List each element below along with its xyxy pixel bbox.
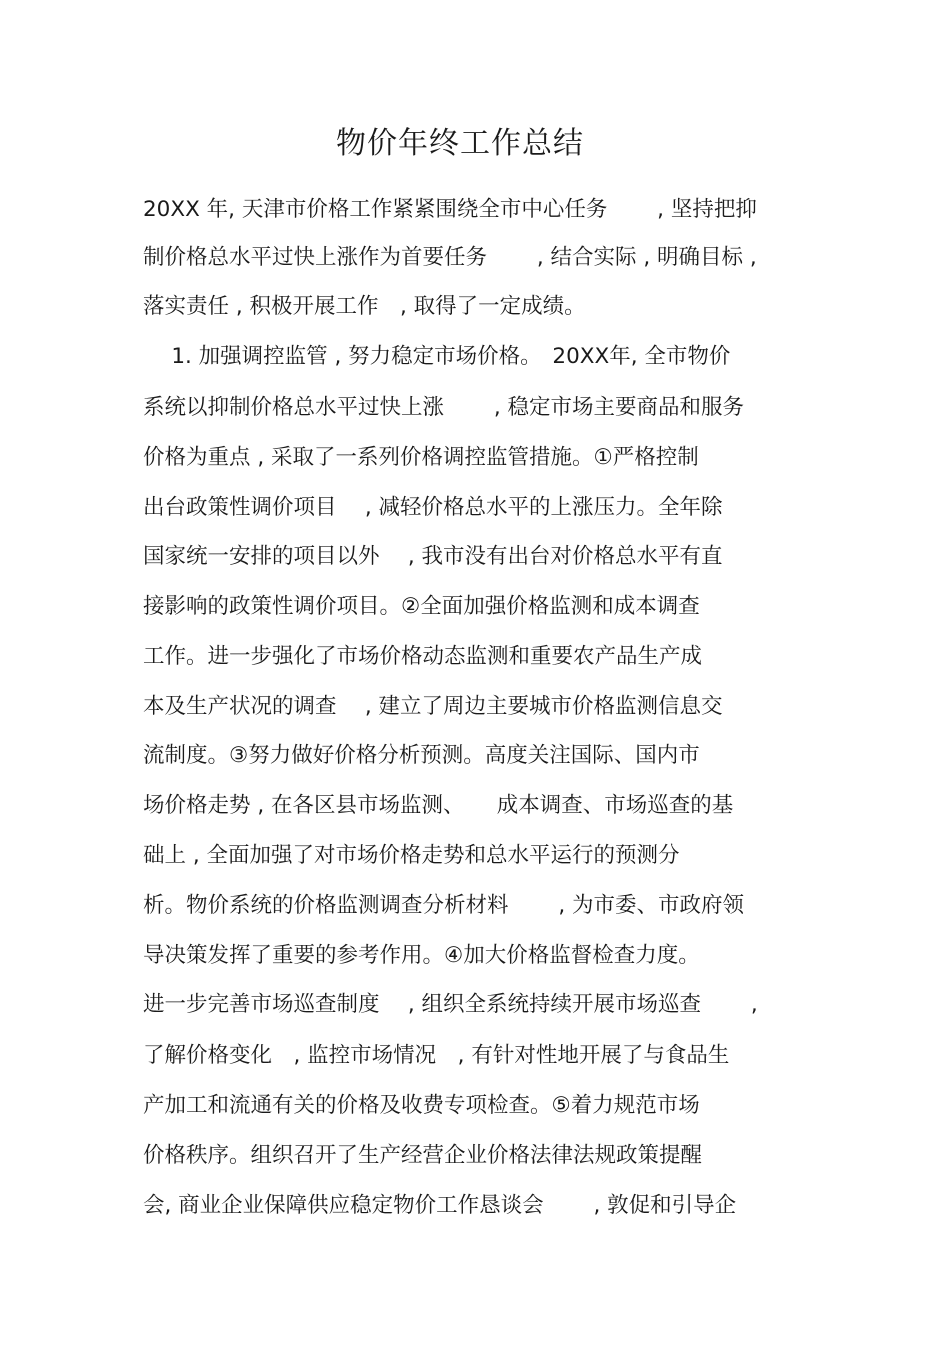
paragraph-line: 会, 商业企业保障供应稳定物价工作恳谈会 , 敦促和引导企 (143, 1193, 737, 1218)
paragraph-line: 了解价格变化 , 监控市场情况 , 有针对性地开展了与食品生 (143, 1043, 730, 1068)
paragraph-line: 导决策发挥了重要的参考作用。④加大价格监督检查力度。 (143, 943, 700, 968)
paragraph-line: 进一步完善市场巡查制度 , 组织全系统持续开展市场巡查 , (143, 992, 758, 1017)
paragraph-line: 础上 , 全面加强了对市场价格走势和总水平运行的预测分 (143, 843, 680, 868)
paragraph-line: 制价格总水平过快上涨作为首要任务 , 结合实际 , 明确目标 , (143, 245, 757, 270)
paragraph-line: 价格为重点 , 采取了一系列价格调控监管措施。①严格控制 (143, 445, 699, 470)
paragraph-line: 出台政策性调价项目 , 减轻价格总水平的上涨压力。全年除 (143, 495, 723, 520)
document-title: 物价年终工作总结 (336, 126, 584, 161)
paragraph-line: 接影响的政策性调价项目。②全面加强价格监测和成本调查 (143, 594, 700, 619)
paragraph-line: 产加工和流通有关的价格及收费专项检查。⑤着力规范市场 (143, 1093, 700, 1118)
paragraph-line: 落实责任 , 积极开展工作 , 取得了一定成绩。 (143, 294, 586, 319)
paragraph-line: 本及生产状况的调查 , 建立了周边主要城市价格监测信息交 (143, 694, 723, 719)
paragraph-line: 1. 加强调控监管 , 努力稳定市场价格。 20XX年, 全市物价 (143, 344, 731, 369)
paragraph-line: 场价格走势 , 在各区县市场监测、 成本调查、市场巡查的基 (143, 793, 734, 818)
paragraph-line: 析。物价系统的价格监测调查分析材料 , 为市委、市政府领 (143, 893, 745, 918)
paragraph-line: 工作。进一步强化了市场价格动态监测和重要农产品生产成 (143, 644, 703, 669)
paragraph-line: 价格秩序。组织召开了生产经营企业价格法律法规政策提醒 (143, 1143, 703, 1168)
paragraph-line: 流制度。③努力做好价格分析预测。高度关注国际、国内市 (143, 743, 700, 768)
paragraph-line: 系统以抑制价格总水平过快上涨 , 稳定市场主要商品和服务 (143, 395, 745, 420)
paragraph-line: 20XX 年, 天津市价格工作紧紧围绕全市中心任务 , 坚持把抑 (143, 197, 757, 222)
paragraph-line: 国家统一安排的项目以外 , 我市没有出台对价格总水平有直 (143, 544, 723, 569)
